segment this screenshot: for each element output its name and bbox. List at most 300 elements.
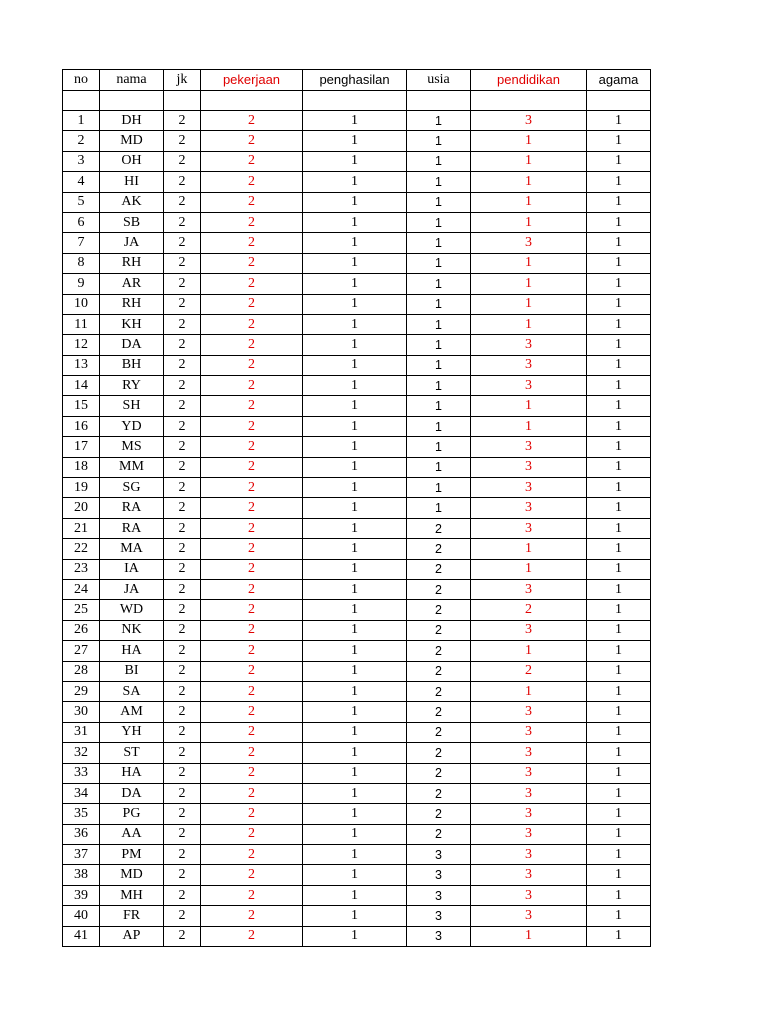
cell-jk: 2	[164, 212, 201, 232]
cell-pekerjaan: 2	[201, 824, 303, 844]
cell-pekerjaan: 2	[201, 335, 303, 355]
cell-no: 27	[63, 641, 100, 661]
cell-usia: 1	[407, 314, 471, 334]
cell-nama: MH	[100, 885, 164, 905]
cell-jk: 2	[164, 641, 201, 661]
cell-nama: AK	[100, 192, 164, 212]
blank-row	[63, 91, 651, 111]
cell-jk: 2	[164, 926, 201, 946]
cell-pekerjaan: 2	[201, 376, 303, 396]
cell-agama: 1	[587, 579, 651, 599]
cell-pendidikan: 3	[471, 579, 587, 599]
cell-nama: YD	[100, 416, 164, 436]
cell-pendidikan: 1	[471, 416, 587, 436]
cell-pekerjaan: 2	[201, 314, 303, 334]
cell-usia: 1	[407, 274, 471, 294]
cell-penghasilan: 1	[303, 906, 407, 926]
cell-no: 11	[63, 314, 100, 334]
cell-agama: 1	[587, 478, 651, 498]
table-row	[63, 743, 651, 763]
cell-pendidikan: 2	[471, 600, 587, 620]
cell-no: 13	[63, 355, 100, 375]
cell-pekerjaan: 2	[201, 600, 303, 620]
cell-no: 39	[63, 885, 100, 905]
cell-usia: 2	[407, 518, 471, 538]
cell-no: 18	[63, 457, 100, 477]
cell-pendidikan: 1	[471, 539, 587, 559]
cell-no: 2	[63, 131, 100, 151]
table-row	[63, 926, 651, 946]
cell-usia: 3	[407, 845, 471, 865]
table-row	[63, 661, 651, 681]
cell-penghasilan: 1	[303, 478, 407, 498]
cell-agama: 1	[587, 294, 651, 314]
cell-usia: 1	[407, 172, 471, 192]
table-row	[63, 478, 651, 498]
table-row	[63, 498, 651, 518]
column-header-pendidikan: pendidikan	[471, 70, 587, 91]
cell-penghasilan: 1	[303, 702, 407, 722]
cell-no: 32	[63, 743, 100, 763]
cell-agama: 1	[587, 722, 651, 742]
cell-pendidikan: 1	[471, 641, 587, 661]
column-header-agama: agama	[587, 70, 651, 91]
cell-pekerjaan: 2	[201, 906, 303, 926]
cell-agama: 1	[587, 151, 651, 171]
cell-no: 8	[63, 253, 100, 273]
cell-nama: DA	[100, 783, 164, 803]
cell-usia: 2	[407, 722, 471, 742]
blank-cell	[587, 91, 651, 111]
cell-penghasilan: 1	[303, 804, 407, 824]
cell-penghasilan: 1	[303, 111, 407, 131]
column-header-no: no	[63, 70, 100, 91]
cell-jk: 2	[164, 600, 201, 620]
table-row	[63, 335, 651, 355]
cell-agama: 1	[587, 845, 651, 865]
cell-agama: 1	[587, 172, 651, 192]
cell-usia: 2	[407, 559, 471, 579]
table-row	[63, 396, 651, 416]
cell-penghasilan: 1	[303, 376, 407, 396]
cell-jk: 2	[164, 804, 201, 824]
cell-no: 28	[63, 661, 100, 681]
cell-penghasilan: 1	[303, 212, 407, 232]
cell-nama: IA	[100, 559, 164, 579]
table-row	[63, 131, 651, 151]
cell-agama: 1	[587, 661, 651, 681]
cell-no: 16	[63, 416, 100, 436]
cell-nama: MA	[100, 539, 164, 559]
column-header-usia: usia	[407, 70, 471, 91]
cell-pekerjaan: 2	[201, 885, 303, 905]
cell-no: 22	[63, 539, 100, 559]
table-row	[63, 804, 651, 824]
cell-penghasilan: 1	[303, 253, 407, 273]
cell-nama: AM	[100, 702, 164, 722]
cell-usia: 1	[407, 111, 471, 131]
table-row	[63, 783, 651, 803]
cell-penghasilan: 1	[303, 579, 407, 599]
cell-agama: 1	[587, 702, 651, 722]
cell-penghasilan: 1	[303, 131, 407, 151]
table-row	[63, 824, 651, 844]
cell-no: 5	[63, 192, 100, 212]
cell-penghasilan: 1	[303, 600, 407, 620]
cell-usia: 2	[407, 763, 471, 783]
cell-penghasilan: 1	[303, 314, 407, 334]
cell-agama: 1	[587, 804, 651, 824]
cell-pekerjaan: 2	[201, 539, 303, 559]
cell-pendidikan: 1	[471, 253, 587, 273]
cell-jk: 2	[164, 885, 201, 905]
cell-usia: 2	[407, 702, 471, 722]
cell-pekerjaan: 2	[201, 212, 303, 232]
cell-no: 41	[63, 926, 100, 946]
cell-usia: 1	[407, 151, 471, 171]
cell-penghasilan: 1	[303, 172, 407, 192]
cell-penghasilan: 1	[303, 192, 407, 212]
table-row	[63, 457, 651, 477]
cell-agama: 1	[587, 783, 651, 803]
cell-penghasilan: 1	[303, 783, 407, 803]
cell-penghasilan: 1	[303, 396, 407, 416]
table-row	[63, 641, 651, 661]
cell-penghasilan: 1	[303, 865, 407, 885]
cell-jk: 2	[164, 437, 201, 457]
cell-no: 17	[63, 437, 100, 457]
cell-pekerjaan: 2	[201, 416, 303, 436]
table-row	[63, 192, 651, 212]
cell-jk: 2	[164, 151, 201, 171]
cell-nama: MM	[100, 457, 164, 477]
cell-agama: 1	[587, 885, 651, 905]
cell-agama: 1	[587, 131, 651, 151]
cell-nama: ST	[100, 743, 164, 763]
column-header-pekerjaan: pekerjaan	[201, 70, 303, 91]
cell-agama: 1	[587, 396, 651, 416]
cell-jk: 2	[164, 457, 201, 477]
table-row	[63, 722, 651, 742]
cell-penghasilan: 1	[303, 926, 407, 946]
cell-no: 37	[63, 845, 100, 865]
cell-no: 9	[63, 274, 100, 294]
cell-jk: 2	[164, 335, 201, 355]
cell-nama: DA	[100, 335, 164, 355]
cell-pekerjaan: 2	[201, 355, 303, 375]
cell-agama: 1	[587, 314, 651, 334]
cell-pekerjaan: 2	[201, 478, 303, 498]
cell-pendidikan: 3	[471, 478, 587, 498]
cell-usia: 2	[407, 783, 471, 803]
cell-nama: HA	[100, 641, 164, 661]
blank-cell	[201, 91, 303, 111]
cell-agama: 1	[587, 355, 651, 375]
cell-penghasilan: 1	[303, 416, 407, 436]
cell-no: 6	[63, 212, 100, 232]
cell-no: 36	[63, 824, 100, 844]
cell-agama: 1	[587, 111, 651, 131]
cell-pendidikan: 3	[471, 763, 587, 783]
cell-pendidikan: 3	[471, 437, 587, 457]
cell-pekerjaan: 2	[201, 783, 303, 803]
cell-no: 20	[63, 498, 100, 518]
cell-pendidikan: 3	[471, 906, 587, 926]
table-row	[63, 253, 651, 273]
cell-agama: 1	[587, 253, 651, 273]
cell-jk: 2	[164, 376, 201, 396]
cell-no: 33	[63, 763, 100, 783]
cell-agama: 1	[587, 763, 651, 783]
blank-cell	[303, 91, 407, 111]
cell-agama: 1	[587, 620, 651, 640]
cell-pendidikan: 3	[471, 376, 587, 396]
cell-pendidikan: 1	[471, 131, 587, 151]
cell-nama: FR	[100, 906, 164, 926]
cell-usia: 2	[407, 681, 471, 701]
column-header-penghasilan: penghasilan	[303, 70, 407, 91]
cell-pekerjaan: 2	[201, 722, 303, 742]
cell-pendidikan: 3	[471, 783, 587, 803]
cell-penghasilan: 1	[303, 539, 407, 559]
cell-jk: 2	[164, 681, 201, 701]
cell-no: 23	[63, 559, 100, 579]
cell-nama: YH	[100, 722, 164, 742]
cell-nama: AP	[100, 926, 164, 946]
table-row	[63, 865, 651, 885]
cell-penghasilan: 1	[303, 681, 407, 701]
cell-pekerjaan: 2	[201, 661, 303, 681]
cell-penghasilan: 1	[303, 824, 407, 844]
cell-usia: 1	[407, 498, 471, 518]
cell-no: 19	[63, 478, 100, 498]
cell-no: 35	[63, 804, 100, 824]
cell-pekerjaan: 2	[201, 396, 303, 416]
cell-no: 30	[63, 702, 100, 722]
cell-nama: HA	[100, 763, 164, 783]
cell-pendidikan: 3	[471, 885, 587, 905]
cell-agama: 1	[587, 926, 651, 946]
cell-nama: RA	[100, 498, 164, 518]
cell-jk: 2	[164, 579, 201, 599]
cell-pendidikan: 3	[471, 845, 587, 865]
cell-agama: 1	[587, 376, 651, 396]
cell-pendidikan: 1	[471, 314, 587, 334]
cell-penghasilan: 1	[303, 518, 407, 538]
cell-pekerjaan: 2	[201, 151, 303, 171]
cell-penghasilan: 1	[303, 335, 407, 355]
cell-usia: 2	[407, 743, 471, 763]
cell-usia: 1	[407, 416, 471, 436]
cell-jk: 2	[164, 396, 201, 416]
cell-agama: 1	[587, 824, 651, 844]
cell-jk: 2	[164, 518, 201, 538]
cell-nama: DH	[100, 111, 164, 131]
table-row	[63, 600, 651, 620]
cell-penghasilan: 1	[303, 559, 407, 579]
cell-no: 25	[63, 600, 100, 620]
cell-pekerjaan: 2	[201, 763, 303, 783]
cell-no: 21	[63, 518, 100, 538]
cell-jk: 2	[164, 539, 201, 559]
data-table	[62, 69, 651, 947]
cell-agama: 1	[587, 437, 651, 457]
cell-no: 38	[63, 865, 100, 885]
cell-jk: 2	[164, 314, 201, 334]
table-row	[63, 906, 651, 926]
cell-agama: 1	[587, 498, 651, 518]
cell-usia: 3	[407, 926, 471, 946]
cell-pendidikan: 3	[471, 865, 587, 885]
cell-jk: 2	[164, 620, 201, 640]
cell-pekerjaan: 2	[201, 620, 303, 640]
cell-jk: 2	[164, 559, 201, 579]
cell-nama: OH	[100, 151, 164, 171]
table-row	[63, 518, 651, 538]
cell-penghasilan: 1	[303, 743, 407, 763]
cell-penghasilan: 1	[303, 151, 407, 171]
cell-jk: 2	[164, 722, 201, 742]
cell-pekerjaan: 2	[201, 192, 303, 212]
cell-pendidikan: 1	[471, 151, 587, 171]
cell-agama: 1	[587, 335, 651, 355]
cell-nama: WD	[100, 600, 164, 620]
cell-penghasilan: 1	[303, 641, 407, 661]
cell-nama: PG	[100, 804, 164, 824]
table-row	[63, 151, 651, 171]
cell-agama: 1	[587, 539, 651, 559]
cell-no: 7	[63, 233, 100, 253]
cell-pendidikan: 1	[471, 212, 587, 232]
table-body	[63, 70, 651, 947]
cell-no: 26	[63, 620, 100, 640]
cell-jk: 2	[164, 111, 201, 131]
cell-pendidikan: 3	[471, 804, 587, 824]
cell-penghasilan: 1	[303, 294, 407, 314]
cell-pendidikan: 3	[471, 518, 587, 538]
cell-pekerjaan: 2	[201, 518, 303, 538]
cell-jk: 2	[164, 355, 201, 375]
cell-jk: 2	[164, 131, 201, 151]
cell-pendidikan: 1	[471, 559, 587, 579]
cell-penghasilan: 1	[303, 845, 407, 865]
cell-no: 1	[63, 111, 100, 131]
cell-agama: 1	[587, 212, 651, 232]
cell-nama: MD	[100, 865, 164, 885]
cell-jk: 2	[164, 274, 201, 294]
cell-pekerjaan: 2	[201, 172, 303, 192]
table-row	[63, 233, 651, 253]
cell-jk: 2	[164, 253, 201, 273]
cell-pekerjaan: 2	[201, 579, 303, 599]
cell-agama: 1	[587, 641, 651, 661]
cell-nama: SH	[100, 396, 164, 416]
table-row	[63, 559, 651, 579]
cell-no: 34	[63, 783, 100, 803]
table-row	[63, 845, 651, 865]
cell-pendidikan: 3	[471, 824, 587, 844]
cell-no: 15	[63, 396, 100, 416]
cell-nama: RA	[100, 518, 164, 538]
table-row	[63, 681, 651, 701]
cell-pekerjaan: 2	[201, 702, 303, 722]
cell-usia: 2	[407, 539, 471, 559]
cell-pekerjaan: 2	[201, 804, 303, 824]
cell-pendidikan: 2	[471, 661, 587, 681]
cell-usia: 2	[407, 661, 471, 681]
cell-pendidikan: 3	[471, 457, 587, 477]
cell-penghasilan: 1	[303, 620, 407, 640]
cell-usia: 2	[407, 579, 471, 599]
cell-pendidikan: 1	[471, 172, 587, 192]
table-row	[63, 314, 651, 334]
cell-pekerjaan: 2	[201, 253, 303, 273]
cell-pekerjaan: 2	[201, 274, 303, 294]
cell-usia: 2	[407, 804, 471, 824]
cell-penghasilan: 1	[303, 722, 407, 742]
cell-nama: MS	[100, 437, 164, 457]
cell-usia: 3	[407, 885, 471, 905]
table-row	[63, 274, 651, 294]
cell-jk: 2	[164, 824, 201, 844]
table-row	[63, 172, 651, 192]
cell-nama: SB	[100, 212, 164, 232]
cell-jk: 2	[164, 763, 201, 783]
cell-usia: 2	[407, 620, 471, 640]
cell-nama: RH	[100, 253, 164, 273]
cell-usia: 1	[407, 212, 471, 232]
cell-jk: 2	[164, 233, 201, 253]
table-row	[63, 376, 651, 396]
cell-penghasilan: 1	[303, 437, 407, 457]
cell-jk: 2	[164, 478, 201, 498]
cell-agama: 1	[587, 681, 651, 701]
table-row	[63, 212, 651, 232]
cell-pendidikan: 3	[471, 233, 587, 253]
cell-penghasilan: 1	[303, 274, 407, 294]
cell-no: 29	[63, 681, 100, 701]
cell-pekerjaan: 2	[201, 498, 303, 518]
cell-pekerjaan: 2	[201, 681, 303, 701]
cell-jk: 2	[164, 702, 201, 722]
cell-nama: BI	[100, 661, 164, 681]
cell-pendidikan: 3	[471, 111, 587, 131]
header-row	[63, 70, 651, 91]
cell-pendidikan: 3	[471, 355, 587, 375]
cell-no: 40	[63, 906, 100, 926]
table-row	[63, 437, 651, 457]
cell-usia: 1	[407, 478, 471, 498]
cell-nama: SA	[100, 681, 164, 701]
blank-cell	[407, 91, 471, 111]
table-row	[63, 294, 651, 314]
column-header-nama: nama	[100, 70, 164, 91]
cell-penghasilan: 1	[303, 661, 407, 681]
blank-cell	[63, 91, 100, 111]
cell-agama: 1	[587, 416, 651, 436]
cell-nama: AR	[100, 274, 164, 294]
cell-usia: 1	[407, 355, 471, 375]
cell-jk: 2	[164, 743, 201, 763]
cell-penghasilan: 1	[303, 233, 407, 253]
cell-pendidikan: 3	[471, 335, 587, 355]
cell-nama: NK	[100, 620, 164, 640]
cell-nama: BH	[100, 355, 164, 375]
cell-pekerjaan: 2	[201, 845, 303, 865]
cell-pendidikan: 1	[471, 192, 587, 212]
table-row	[63, 620, 651, 640]
cell-no: 12	[63, 335, 100, 355]
